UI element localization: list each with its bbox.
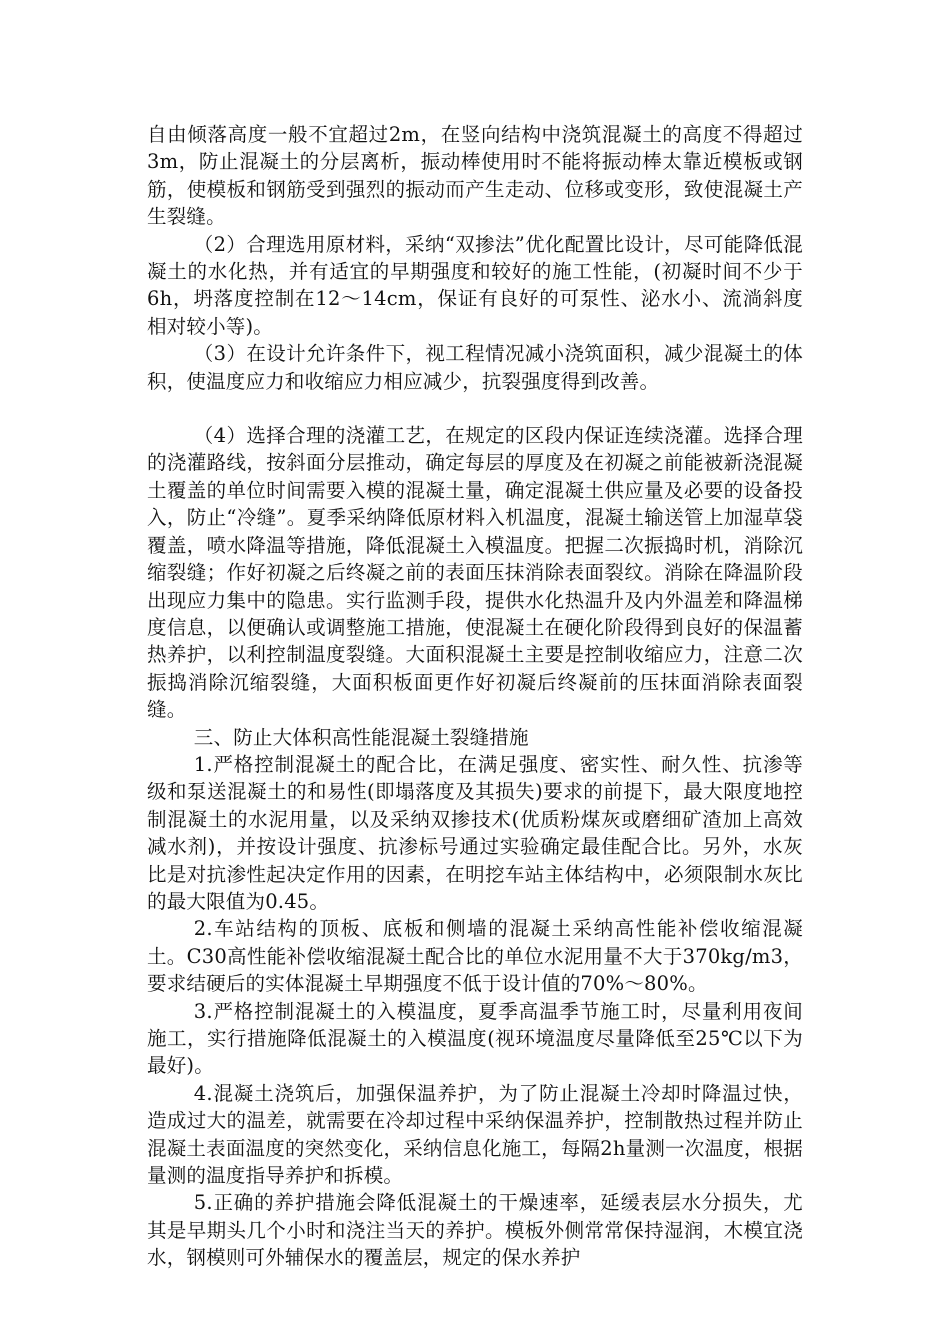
measure-1: 1.严格控制混凝土的配合比，在满足强度、密实性、耐久性、抗渗等级和泵送混凝土的和易性(即塌落度及其损失)要求的前提下，最大限度地控制混凝土的水泥用量，以及采纳双掺技术(优质粉煤灰或磨细矿渣加上高效减水剂)，并按设计强度、抗渗标号通过实验确定最佳配合比。另外，水灰比是对抗渗性起决定作用的因素，在明挖车站主体结构中，必须限制水灰比的最大限值为0.45。: [147, 752, 803, 913]
document-body: [147, 121, 803, 1272]
paragraph-continued: 自由倾落高度一般不宜超过2m，在竖向结构中浇筑混凝土的高度不得超过3m，防止混凝土的分层离析，振动棒使用时不能将振动棒太靠近模板或钢筋，使模板和钢筋受到强烈的振动而产生走动、位移或变形，致使混凝土产生裂缝。: [147, 123, 803, 229]
paragraph-item-2: （2）合理选用原材料，采纳“双掺法”优化配置比设计，尽可能降低混凝土的水化热，并有适宜的早期强度和较好的施工性能，(初凝时间不少于6h，坍落度控制在12～14cm，保证有良好的可泵性、泌水小、流淌斜度相对较小等)。: [147, 232, 803, 338]
paragraph-item-3: （3）在设计允许条件下，视工程情况减小浇筑面积，减少混凝土的体积，使温度应力和收缩应力相应减少，抗裂强度得到改善。: [147, 342, 803, 393]
measure-4: 4.混凝土浇筑后，加强保温养护，为了防止混凝土冷却时降温过快，造成过大的温差，就需要在冷却过程中采纳保温养护，控制散热过程并防止混凝土表面温度的突然变化，采纳信息化施工，每隔2h量测一次温度，根据量测的温度指导养护和拆模。: [147, 1081, 803, 1188]
measure-2: 2.车站结构的顶板、底板和侧墙的混凝土采纳高性能补偿收缩混凝土。C30高性能补偿收缩混凝土配合比的单位水泥用量不大于370kg/m3，要求结硬后的实体混凝土早期强度不低于设计值的70%～80%。: [147, 917, 803, 996]
paragraph-item-4: （4）选择合理的浇灌工艺，在规定的区段内保证连续浇灌。选择合理的浇灌路线，按斜面分层推动，确定每层的厚度及在初凝之前能被新浇混凝土覆盖的单位时间需要入模的混凝土量，确定混凝土供应量及必要的设备投入，防止“冷缝”。夏季采纳降低原材料入机温度，混凝土输送管上加湿草袋覆盖，喷水降温等措施，降低混凝土入模温度。把握二次振捣时机，消除沉缩裂缝；作好初凝之后终凝之前的表面压抹消除表面裂纹。消除在降温阶段出现应力集中的隐患。实行监测手段，提供水化热温升及内外温差和降温梯度信息，以便确认或调整施工措施，使混凝土在硬化阶段得到良好的保温蓄热养护，以利控制温度裂缝。大面积混凝土主要是控制收缩应力，注意二次振捣消除沉缩裂缝，大面积板面更作好初凝后终凝前的压抹面消除表面裂缝。: [147, 424, 803, 722]
measure-5: 5.正确的养护措施会降低混凝土的干燥速率，延缓表层水分损失，尤其是早期头几个小时和浇注当天的养护。模板外侧常常保持湿润，木模宜浇水，钢模则可外辅保水的覆盖层，规定的保水养护: [147, 1191, 803, 1270]
measure-3: 3.严格控制混凝土的入模温度，夏季高温季节施工时，尽量利用夜间施工，实行措施降低混凝土的入模温度(视环境温度尽量降低至25℃以下为最好)。: [147, 999, 803, 1078]
section-heading-3: 三、防止大体积高性能混凝土裂缝措施: [193, 725, 529, 749]
